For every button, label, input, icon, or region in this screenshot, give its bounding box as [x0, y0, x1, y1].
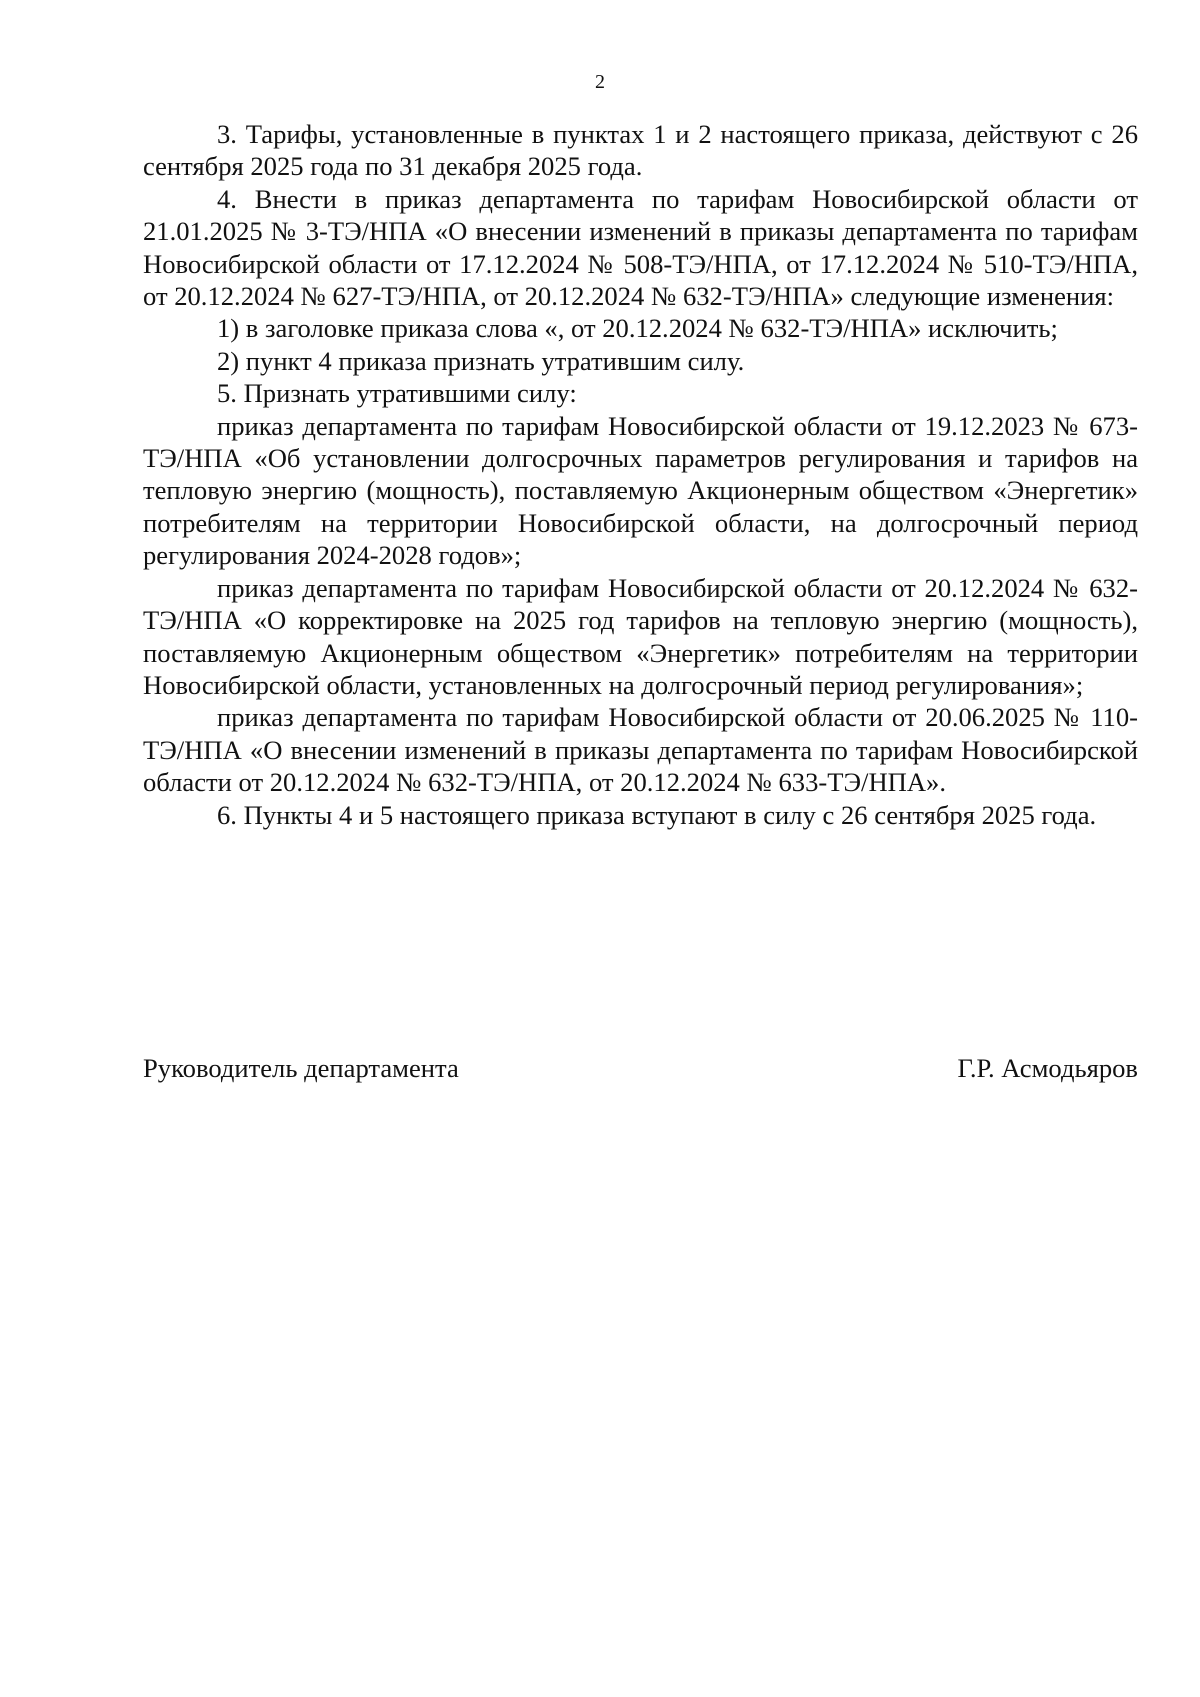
paragraph-item-4: 4. Внести в приказ департамента по тарифам Новосибирской области от 21.01.2025 № 3-ТЭ/НПА «О внесении изменений в приказы департамента по тарифам Новосибирской области от 17.12.2024 № 508-ТЭ/НПА, от 17.12.2024 № 510-ТЭ/НПА, от 20.12.2024 № 627-ТЭ/НПА, от 20.12.2024 № 632-ТЭ/НПА» следующие изменения:: [143, 183, 1138, 312]
repealed-order-3: приказ департамента по тарифам Новосибирской области от 20.06.2025 № 110-ТЭ/НПА «О внесении изменений в приказы департамента по тарифам Новосибирской области от 20.12.2024 № 632-ТЭ/НПА, от 20.12.2024 № 633-ТЭ/НПА».: [143, 702, 1138, 798]
paragraph-item-3: 3. Тарифы, установленные в пунктах 1 и 2 настоящего приказа, действуют с 26 сентября 2025 года по 31 декабря 2025 года.: [143, 119, 1138, 182]
paragraph-subitem-1: 1) в заголовке приказа слова «, от 20.12.2024 № 632-ТЭ/НПА» исключить;: [217, 313, 1058, 344]
document-body: [143, 118, 1138, 831]
signature-block: [143, 1052, 1138, 1084]
signatory-name: Г.Р. Асмодьяров: [957, 1053, 1138, 1083]
paragraph-item-6: 6. Пункты 4 и 5 настоящего приказа вступают в силу с 26 сентября 2025 года.: [217, 799, 1097, 830]
repealed-order-1: приказ департамента по тарифам Новосибирской области от 19.12.2023 № 673-ТЭ/НПА «Об установлении долгосрочных параметров регулирования и тарифов на тепловую энергию (мощность), поставляемую Акционерным обществом «Энергетик» потребителям на территории Новосибирской области, на долгосрочный период регулирования 2024-2028 годов»;: [143, 410, 1138, 571]
paragraph-item-5: 5. Признать утратившими силу:: [217, 378, 577, 409]
paragraph-subitem-2: 2) пункт 4 приказа признать утратившим силу.: [217, 345, 745, 376]
repealed-order-2: приказ департамента по тарифам Новосибирской области от 20.12.2024 № 632-ТЭ/НПА «О корректировке на 2025 год тарифов на тепловую энергию (мощность), поставляемую Акционерным обществом «Энергетик» потребителям на территории Новосибирской области, установленных на долгосрочный период регулирования»;: [143, 572, 1138, 700]
page-number: 2: [595, 71, 605, 93]
signatory-position: Руководитель департамента: [143, 1053, 459, 1083]
